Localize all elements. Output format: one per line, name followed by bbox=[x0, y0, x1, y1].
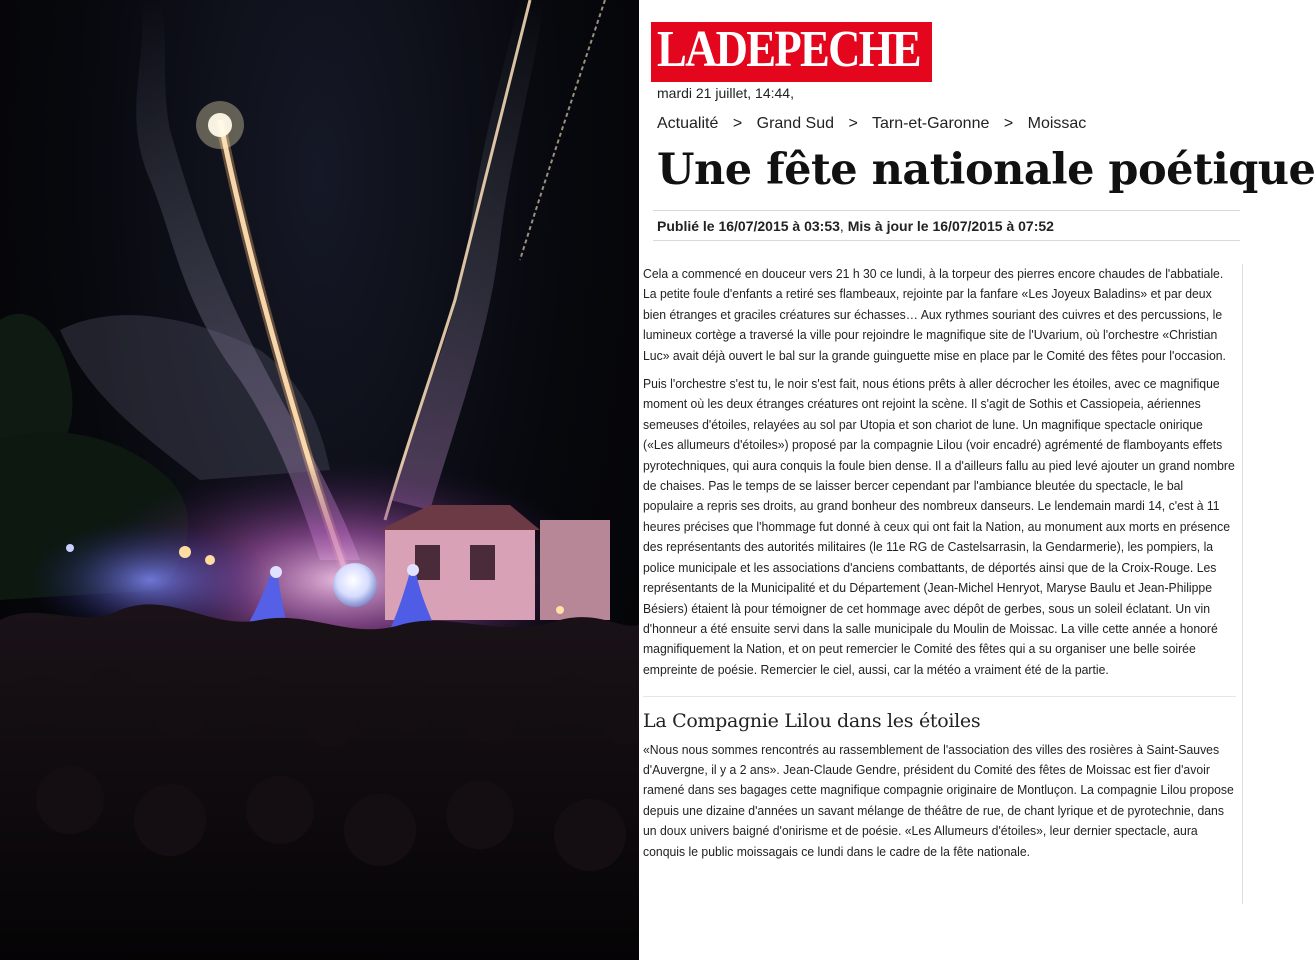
site-logo[interactable] bbox=[651, 21, 964, 82]
breadcrumb-separator: > bbox=[732, 115, 743, 132]
logo-suffix: fr bbox=[938, 38, 964, 75]
article-paragraph: Puis l'orchestre s'est tu, le noir s'est fait, nous étions prêts à aller décrocher les étoiles, avec ce magnifique moment où les deux étranges créatures ont rejoint la scène. Il s'agit de Sothis et Cassiopeia, aériennes semeuses d'étoiles, relayées au sol par Utopia et son chariot de lune. Un magnifique spectacle onirique («Les allumeurs d'étoiles») proposé par la compagnie Lilou (voir encadré) agrémenté de flamboyants effets pyrotechniques, qui aura conquis la foule bien dense. Il a d'ailleurs fallu au pied levé ajouter un grand nombre de chaises. Pas le temps de se laisser bercer cependant par l'ambiance bleutée du spectacle, le bal populaire a repris ses droits, au grand bonheur des nombreux danseurs. Le lendemain mardi 14, c'est à 11 heures précises que l'hommage fut donné à ceux qui ont fait la Nation, au monument aux morts en présence des représentants des autorités militaires (le 11e RG de Castelsarrasin, la Gendarmerie), les pompiers, la police municipale et les associations d'anciens combattants, de déportés ainsi que de la Croix-Rouge. Les représentants de la Municipalité et du Département (Jean-Michel Henryot, Maryse Baulu et Jean-Philippe Bésiers) étaient là pour témoigner de cet hommage avec dépôt de gerbes, sous un soleil éclatant. Un vin d'honneur a été ensuite servi dans la salle municipale du Moulin de Moissac. La ville cette année a honoré magnifiquement la Nation, et on peut remercier le Comité des fêtes qui a su organiser une belle soirée empreinte de poésie. Remercier le ciel, aussi, car la météo a vraiment été de la partie. bbox=[643, 377, 1235, 677]
publication-comma: , bbox=[839, 218, 844, 234]
logo-main-text: LADEPECHE bbox=[657, 21, 920, 78]
article-body bbox=[643, 264, 1243, 904]
article-paragraph: Cela a commencé en douceur vers 21 h 30 ce lundi, à la torpeur des pierres encore chaudes de l'abbatiale. La petite foule d'enfants a retiré ses flambeaux, rejointe par la fanfare «Les Joyeux Baladins» et par deux bien étranges et graciles créatures sur échasses… Aux rythmes souriant des cuivres et des percussions, le lumineux cortège a traversé la ville pour rejoindre le magnifique site de l'Uvarium, où l'orchestre «Christian Luc» avait déjà ouvert le bal sur la grande guinguette mise en place par le Comité des fêtes pour l'occasion. bbox=[643, 267, 1226, 363]
divider bbox=[653, 240, 1240, 241]
breadcrumb bbox=[657, 115, 1086, 133]
box-title: La Compagnie Lilou dans les étoiles bbox=[643, 710, 981, 733]
article-panel bbox=[639, 0, 1315, 960]
article-title: Une fête nationale poétique bbox=[657, 145, 1315, 195]
breadcrumb-grand-sud[interactable]: Grand Sud bbox=[756, 115, 835, 132]
published-date: Publié le 16/07/2015 à 03:53 bbox=[657, 218, 840, 234]
divider bbox=[653, 210, 1240, 211]
fireworks-photo-illustration bbox=[0, 0, 639, 960]
date-line: mardi 21 juillet, 14:44, bbox=[657, 85, 794, 101]
box-paragraph: «Nous nous sommes rencontrés au rassemblement de l'association des villes des rosières à Saint-Sauves d'Auvergne, il y a 2 ans». Jean-Claude Gendre, président du Comité des fêtes de Moissac est fier d'avoir ramené dans ses bagages cette magnifique compagnie originaire de Montluçon. La compagnie Lilou propose depuis une dizaine d'années un savant mélange de théâtre de rue, de chant lyrique et de pyrotechnie, dans un doux univers baigné d'onirisme et de poésie. «Les Allumeurs d'étoiles», leur dernier spectacle, aura conquis le public moissagais ce lundi dans le cadre de la fête nationale. bbox=[643, 742, 1234, 859]
publication-info bbox=[657, 218, 1054, 234]
updated-date: Mis à jour le 16/07/2015 à 07:52 bbox=[847, 218, 1054, 234]
breadcrumb-separator: > bbox=[848, 115, 858, 132]
breadcrumb-actualite[interactable]: Actualité bbox=[657, 115, 719, 132]
article-photo bbox=[0, 0, 639, 960]
divider bbox=[643, 696, 1236, 697]
breadcrumb-separator: > bbox=[1003, 115, 1014, 132]
breadcrumb-moissac[interactable]: Moissac bbox=[1027, 115, 1087, 132]
breadcrumb-tarn-et-garonne[interactable]: Tarn-et-Garonne bbox=[871, 115, 990, 132]
